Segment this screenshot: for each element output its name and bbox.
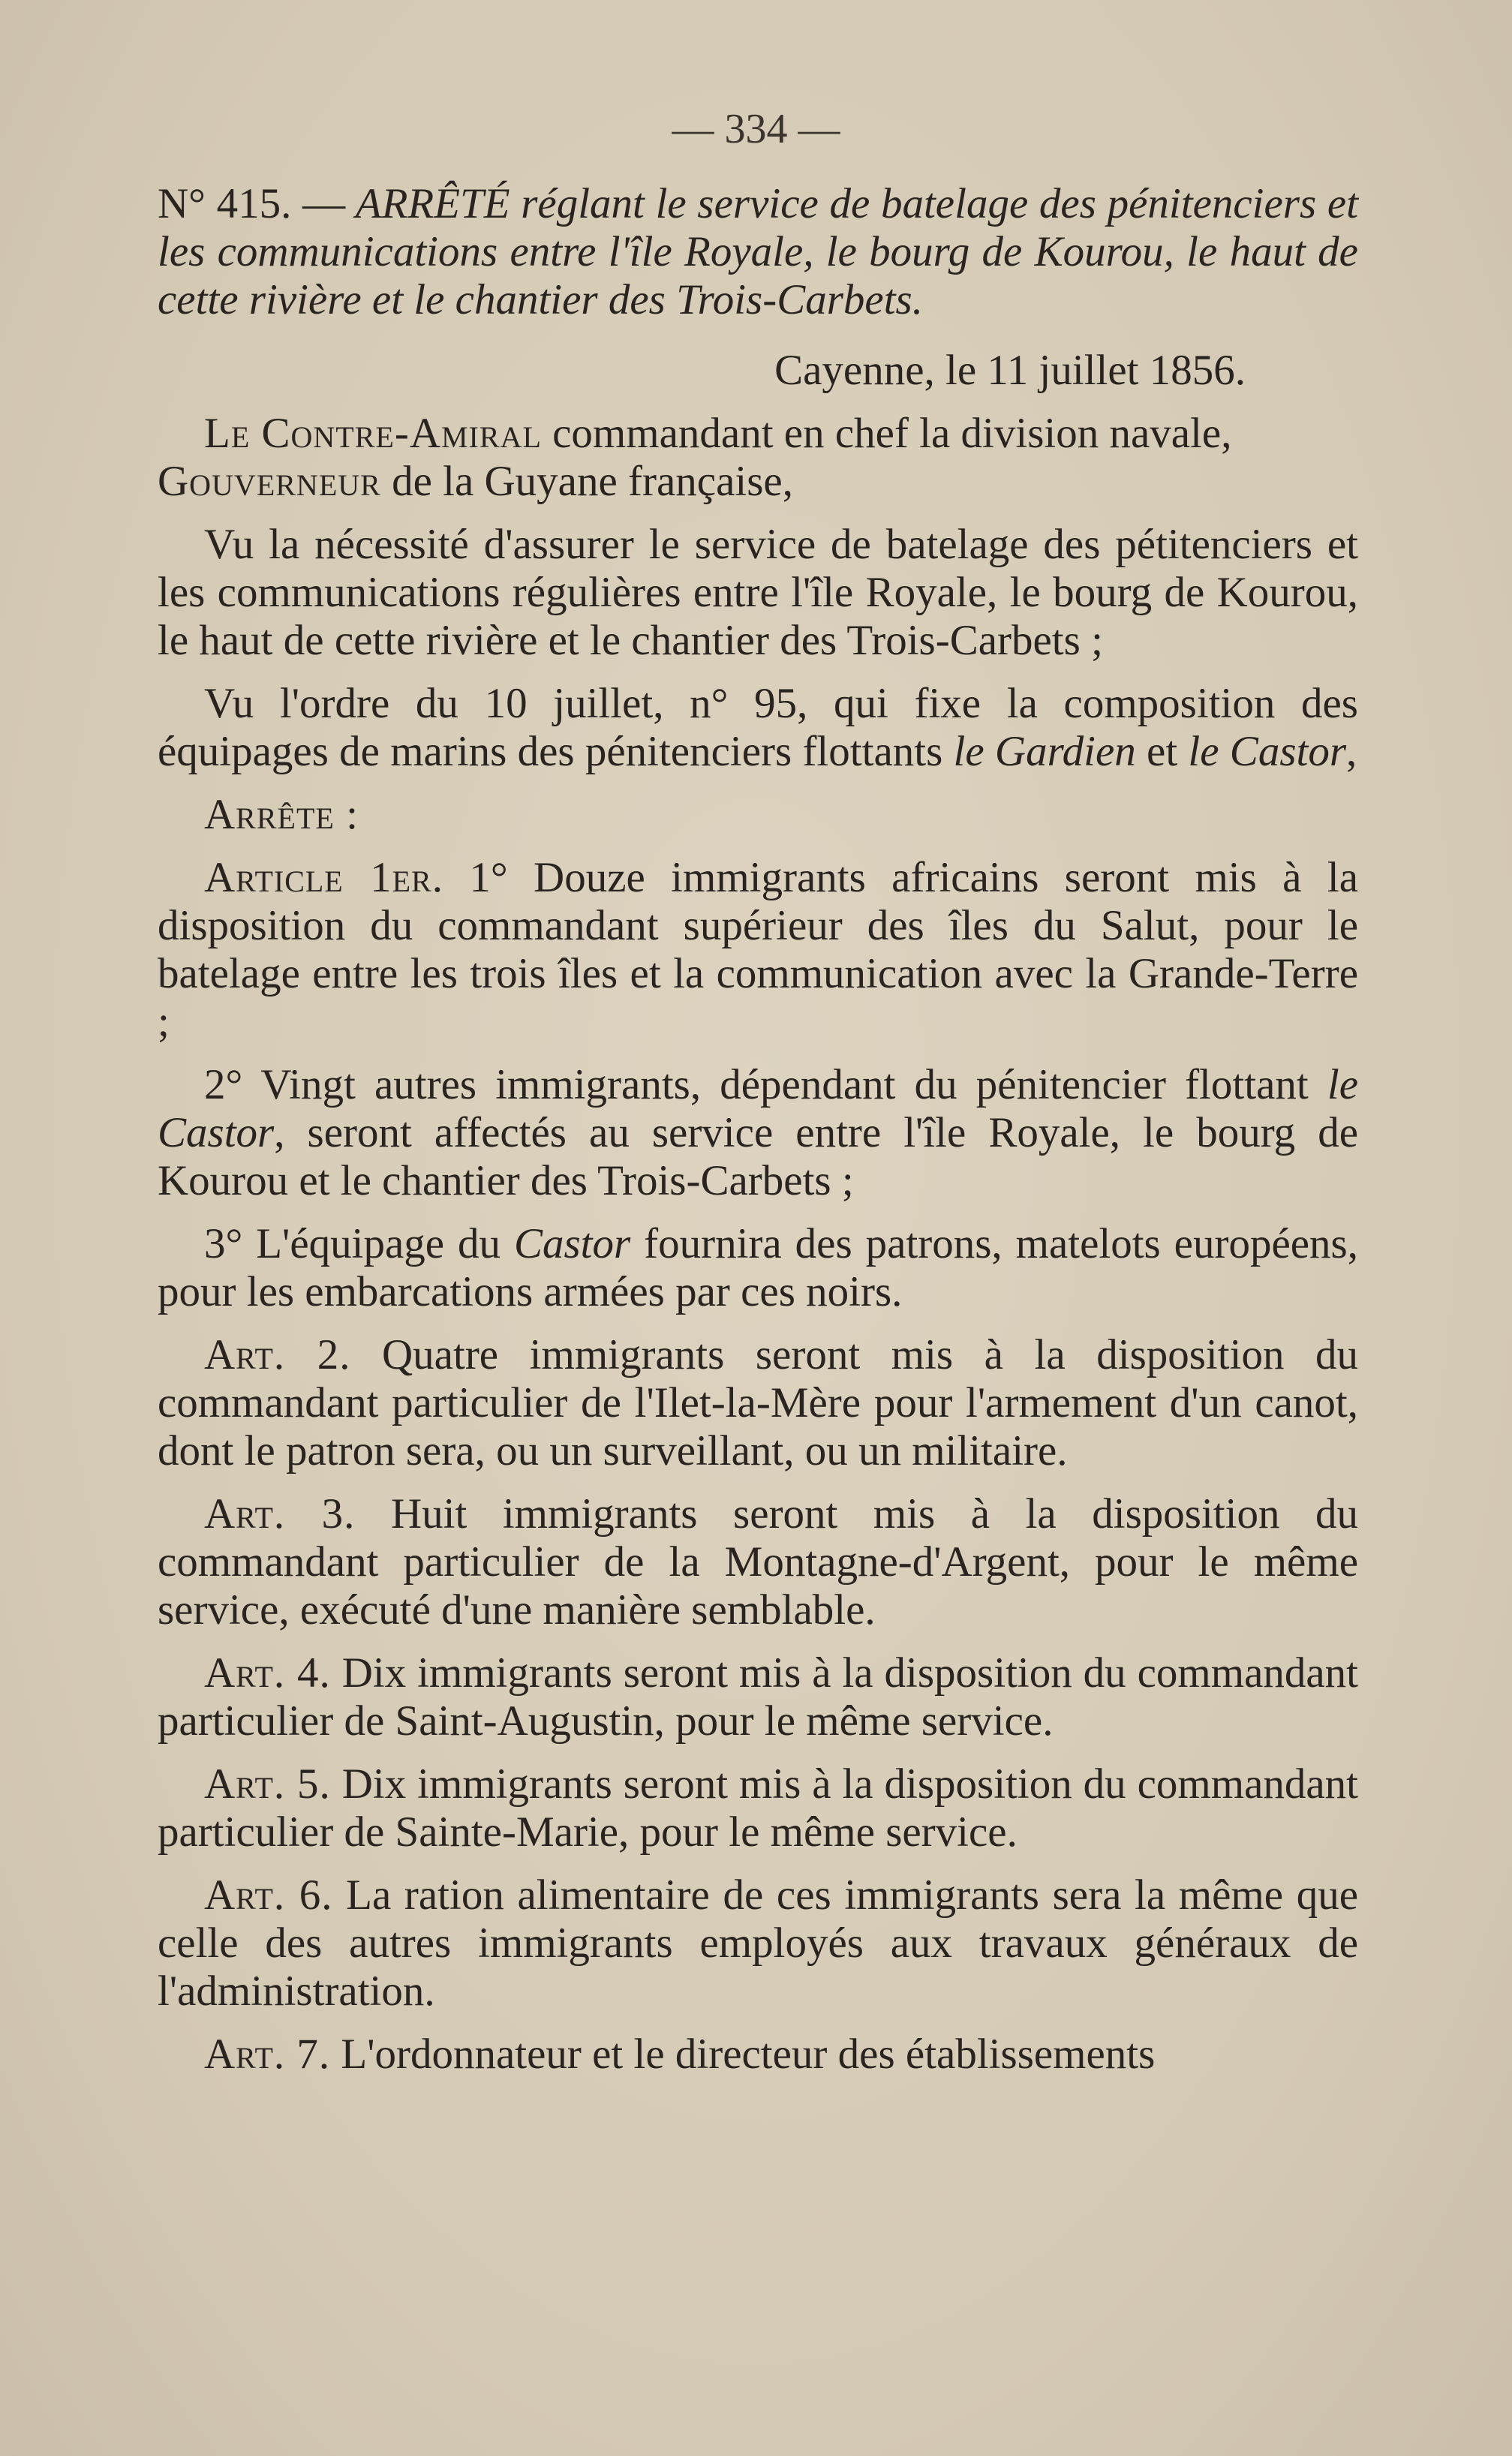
article-3-label: Art. 3. bbox=[204, 1490, 356, 1538]
article-6-text: La ration alimentaire de ces immigrants sera la même que celle des autres immigrants employés aux travaux généraux de l'administration. bbox=[158, 1871, 1358, 2015]
article-1-item-3 bbox=[158, 1220, 1358, 1316]
considering-2-text-c: , bbox=[1346, 728, 1357, 775]
article-5 bbox=[158, 1760, 1358, 1856]
article-1-item-3-ship: Castor bbox=[513, 1220, 631, 1267]
article-2-label: Art. 2. bbox=[204, 1331, 351, 1378]
article-1-label: Article 1er. bbox=[204, 854, 443, 901]
ship-name-gardien: le Gardien bbox=[953, 728, 1136, 775]
arrete-label bbox=[158, 791, 1358, 839]
decree-number: N° 415. — bbox=[158, 180, 346, 227]
decree-heading bbox=[158, 180, 1358, 324]
preamble-text-1: commandant en chef la division navale, bbox=[541, 410, 1232, 457]
preamble bbox=[158, 410, 1358, 506]
article-7-label: Art. 7. bbox=[204, 2031, 331, 2078]
considering-2-text-a: Vu l'ordre du 10 juillet, n° 95, qui fixe la composition des équipages de marins des pénitenciers flottants bbox=[158, 680, 1358, 775]
article-6-label: Art. 6. bbox=[204, 1871, 333, 1919]
article-1-item-2-ship: le Castor bbox=[158, 1061, 1358, 1156]
article-7 bbox=[158, 2031, 1358, 2079]
considering-paragraph-1: Vu la nécessité d'assurer le service de batelage des pétitenciers et les communications régulières entre l'île Royale, le bourg de Kourou, le haut de cette rivière et le chantier des Trois-Carbets ; bbox=[158, 521, 1358, 664]
article-2 bbox=[158, 1331, 1358, 1475]
preamble-text-2: de la Guyane française, bbox=[380, 458, 793, 505]
article-3 bbox=[158, 1490, 1358, 1634]
article-4-text: Dix immigrants seront mis à la disposition du commandant particulier de Saint-Augustin, pour le même service. bbox=[158, 1649, 1359, 1745]
document-body bbox=[158, 180, 1358, 2094]
article-2-text: Quatre immigrants seront mis à la disposition du commandant particulier de l'Ilet-la-Mère pour l'armement d'un canot, dont le patron sera, ou un surveillant, ou un militaire. bbox=[158, 1331, 1359, 1475]
article-1-item-2-text-a: 2° Vingt autres immigrants, dépendant du pénitencier flottant bbox=[204, 1061, 1327, 1108]
article-7-text: L'ordonnateur et le directeur des établissements bbox=[330, 2031, 1156, 2078]
article-1-item-2-text-b: , seront affectés au service entre l'île Royale, le bourg de Kourou et le chantier des Trois-Carbets ; bbox=[158, 1109, 1358, 1204]
article-1-item-3-text-b: fournira des patrons, matelots européens, pour les embarcations armées par ces noirs. bbox=[158, 1220, 1358, 1315]
article-5-text: Dix immigrants seront mis à la disposition du commandant particulier de Sainte-Marie, pour le même service. bbox=[158, 1760, 1359, 1856]
decree-title: ARRÊTÉ réglant le service de batelage des pénitenciers et les communications entre l'île Royale, le bourg de Kourou, le haut de cette rivière et le chantier des Trois-Carbets. bbox=[158, 180, 1358, 323]
preamble-title-2: Gouverneur bbox=[158, 458, 381, 505]
dateline: Cayenne, le 11 juillet 1856. bbox=[774, 347, 1246, 394]
considering-paragraph-2 bbox=[158, 680, 1358, 776]
article-6 bbox=[158, 1871, 1358, 2016]
arrete-label-text: Arrête : bbox=[204, 791, 359, 838]
article-1-item-3-text-a: 3° L'équipage du bbox=[204, 1220, 514, 1267]
article-5-label: Art. 5. bbox=[204, 1760, 331, 1808]
article-4-label: Art. 4. bbox=[204, 1649, 331, 1697]
preamble-title-1: Le Contre-Amiral bbox=[204, 410, 542, 457]
ship-name-castor: le Castor bbox=[1188, 728, 1347, 775]
article-3-text: Huit immigrants seront mis à la disposition du commandant particulier de la Montagne-d'Argent, pour le même service, exécuté d'une manière semblable. bbox=[158, 1490, 1359, 1634]
article-1-item-2 bbox=[158, 1061, 1358, 1205]
page-number: — 334 — bbox=[672, 106, 840, 152]
considering-2-text-b: et bbox=[1135, 728, 1189, 775]
article-1-text: 1° Douze immigrants africains seront mis à la disposition du commandant supérieur des îles du Salut, pour le batelage entre les trois îles et la communication avec la Grande-Terre ; bbox=[158, 854, 1358, 1045]
article-1 bbox=[158, 854, 1358, 1046]
article-4 bbox=[158, 1649, 1358, 1745]
